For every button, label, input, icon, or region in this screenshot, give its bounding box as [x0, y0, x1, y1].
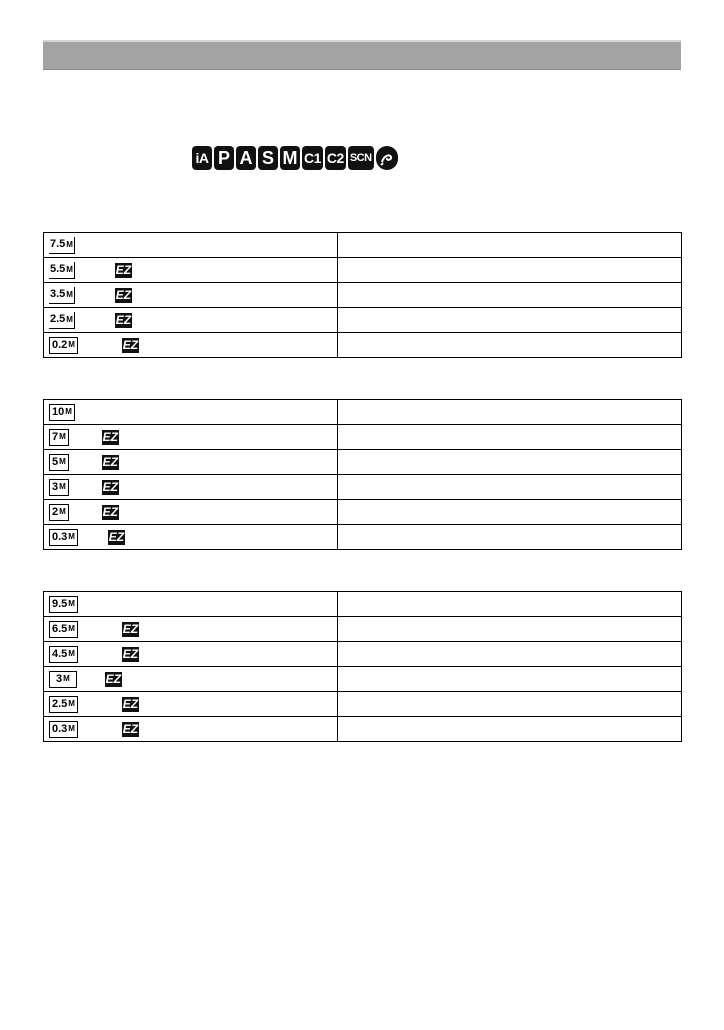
picture-size-icon: 3 M [49, 479, 69, 496]
extended-zoom-icon: EZ [105, 672, 121, 686]
shutter-priority-icon: S [258, 146, 278, 170]
table-row [44, 667, 682, 692]
intelligent-auto-icon: iA [192, 146, 212, 170]
applicable-modes [192, 146, 398, 170]
picture-size-icon: 3 M [49, 671, 77, 688]
creative-mode-icon [376, 146, 398, 170]
aperture-priority-icon: A [236, 146, 256, 170]
picture-size-table-4-3 [43, 232, 682, 358]
table-row [44, 400, 682, 425]
picture-size-icon: 3.5 M [49, 287, 75, 304]
extended-zoom-icon: EZ [102, 505, 118, 519]
extended-zoom-icon: EZ [122, 338, 139, 352]
extended-zoom-icon: EZ [115, 263, 132, 277]
picture-size-icon: 10 M [49, 404, 75, 421]
extended-zoom-icon: EZ [122, 722, 139, 736]
picture-size-icon: 2 M [49, 504, 69, 521]
picture-size-icon: 4.5 M [49, 646, 78, 663]
picture-size-icon: 7.5 M [49, 237, 75, 254]
picture-size-icon: 9.5 M [49, 596, 78, 613]
picture-size-icon: 2.5 M [49, 312, 75, 329]
table-row [44, 450, 682, 475]
extended-zoom-icon: EZ [122, 622, 139, 636]
table-row [44, 308, 682, 333]
picture-size-icon: 2.5 M [49, 696, 78, 713]
table-row [44, 500, 682, 525]
section-header-bar [43, 40, 681, 70]
picture-size-table-3-2 [43, 399, 682, 550]
table-row [44, 333, 682, 358]
table-row [44, 617, 682, 642]
picture-size-icon: 0.3 M [49, 529, 78, 546]
table-row [44, 425, 682, 450]
extended-zoom-icon: EZ [115, 288, 132, 302]
table-row [44, 692, 682, 717]
table-row [44, 475, 682, 500]
extended-zoom-icon: EZ [122, 697, 139, 711]
picture-size-icon: 6.5 M [49, 621, 78, 638]
picture-size-icon: 7 M [49, 429, 69, 446]
picture-size-icon: 0.2 M [49, 337, 78, 354]
program-mode-icon: P [214, 146, 234, 170]
extended-zoom-icon: EZ [102, 455, 118, 469]
table-row [44, 642, 682, 667]
extended-zoom-icon: EZ [102, 480, 118, 494]
custom1-mode-icon: C1 [302, 146, 323, 170]
scene-mode-icon: SCN [348, 146, 374, 170]
extended-zoom-icon: EZ [102, 430, 118, 444]
picture-size-icon: 5 M [49, 454, 69, 471]
table-row [44, 258, 682, 283]
picture-size-table-16-9 [43, 591, 682, 742]
table-row [44, 525, 682, 550]
custom2-mode-icon: C2 [325, 146, 346, 170]
manual-mode-icon: M [280, 146, 300, 170]
table-row [44, 592, 682, 617]
table-row [44, 717, 682, 742]
picture-size-icon: 5.5 M [49, 262, 75, 279]
extended-zoom-icon: EZ [115, 313, 132, 327]
picture-size-icon: 0.3 M [49, 721, 78, 738]
table-row [44, 233, 682, 258]
extended-zoom-icon: EZ [108, 530, 125, 544]
extended-zoom-icon: EZ [122, 647, 139, 661]
table-row [44, 283, 682, 308]
